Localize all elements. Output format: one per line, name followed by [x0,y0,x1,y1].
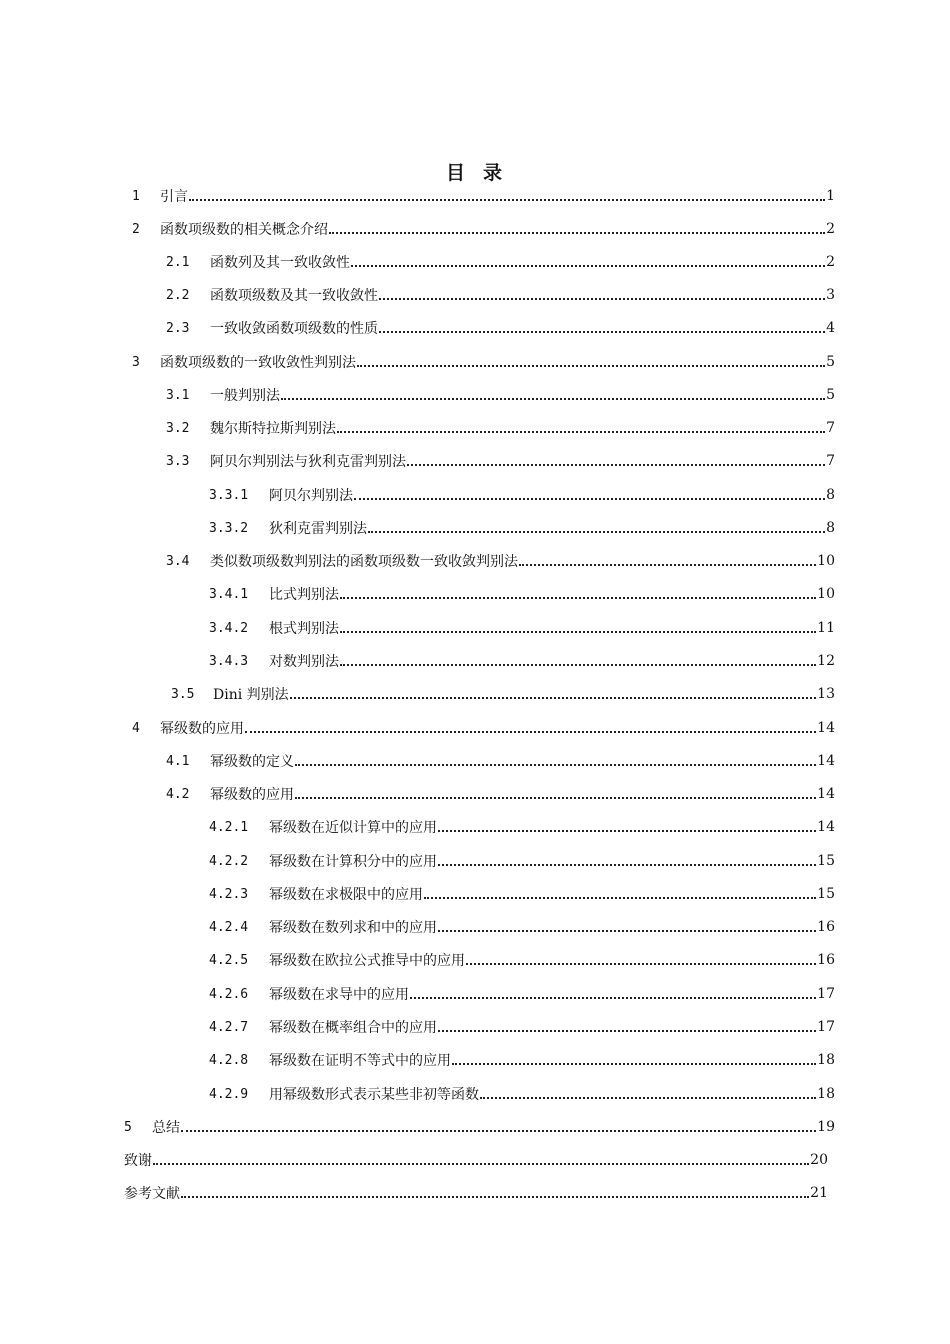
toc-entry-page: 1 [826,188,835,204]
toc-entry[interactable] [209,850,835,872]
dot-leader [181,1116,816,1138]
toc-entry-page: 17 [817,986,835,1002]
toc-entry[interactable] [132,351,835,373]
toc-entry-title: 幂级数在求极限中的应用 [269,887,423,903]
toc-entry-page: 18 [817,1086,835,1102]
toc-entry[interactable] [166,384,835,406]
toc-entry-title: 函数项级数及其一致收敛性 [210,288,378,304]
toc-entry-title: 幂级数的应用 [160,721,244,737]
toc-entry-title: 一致收敛函数项级数的性质 [210,321,378,337]
toc-entry-title: 阿贝尔判别法 [269,488,353,504]
toc-entry[interactable] [124,1116,835,1138]
dot-leader [189,185,825,207]
toc-entry-number: 3.1 [166,387,190,403]
dot-leader [438,916,816,938]
toc-entry-page: 11 [817,620,835,636]
dot-leader [295,750,816,772]
toc-entry-page: 13 [817,686,835,702]
toc-entry-page: 16 [817,919,835,935]
toc-entry[interactable] [132,717,835,739]
toc-entry-title: 根式判别法 [269,621,339,637]
toc-entry-number: 4.2.1 [209,819,249,835]
toc-entry[interactable] [209,617,835,639]
toc-entry[interactable] [171,683,835,705]
toc-entry-number: 3.3 [166,453,190,469]
toc-entry-page: 14 [817,753,835,769]
toc-entry-page: 7 [826,453,835,469]
dot-leader [410,983,816,1005]
toc-entry-page: 15 [817,886,835,902]
toc-entry-number: 4.2.2 [209,853,249,869]
dot-leader [329,218,825,240]
toc-entry-number: 3.3.1 [209,487,249,503]
toc-entry-title: 阿贝尔判别法与狄利克雷判别法 [210,454,406,470]
toc-entry-page: 8 [826,487,835,503]
toc-entry-title: Dini 判别法 [213,687,289,703]
toc-entry[interactable] [209,916,835,938]
toc-entry-number: 4.2 [166,786,190,802]
toc-entry[interactable] [166,417,835,439]
toc-entry-page: 20 [810,1152,828,1168]
toc-entry[interactable] [209,816,835,838]
dot-leader [424,883,816,905]
toc-entry-page: 19 [817,1119,835,1135]
toc-entry[interactable] [166,284,835,306]
toc-entry-title: 比式判别法 [269,587,339,603]
toc-entry-title: 用幂级数形式表示某些非初等函数 [269,1087,479,1103]
toc-entry-page: 10 [817,586,835,602]
toc-entry-title: 总结 [152,1120,180,1136]
title-char-1: 目 [445,162,467,184]
toc-entry-title: 致谢 [124,1153,152,1169]
dot-leader [351,251,825,273]
toc-entry-number: 2 [132,221,140,237]
toc-entry[interactable] [209,1049,835,1071]
toc-entry-title: 函数项级数的一致收敛性判别法 [160,355,356,371]
toc-entry-title: 幂级数的应用 [210,787,294,803]
dot-leader [480,1083,816,1105]
toc-entry-page: 2 [826,254,835,270]
toc-entry-title: 幂级数在计算积分中的应用 [269,854,437,870]
dot-leader [181,1182,809,1204]
toc-entry-title: 一般判别法 [210,388,280,404]
toc-entry-title: 幂级数在欧拉公式推导中的应用 [269,953,465,969]
dot-leader [340,650,816,672]
toc-entry-title: 幂级数的定义 [210,754,294,770]
toc-entry-number: 4.2.6 [209,986,249,1002]
toc-entry-number: 4.2.4 [209,919,249,935]
toc-entry-number: 3.4.1 [209,586,249,602]
dot-leader [379,317,825,339]
page-title [0,158,950,185]
toc-entry-title: 类似数项级数判别法的函数项级数一致收敛判别法 [210,554,518,570]
toc-entry-number: 4.2.9 [209,1086,249,1102]
title-char-2: 录 [483,162,505,184]
toc-entry-title: 幂级数在证明不等式中的应用 [269,1053,451,1069]
toc-entry-number: 3.4 [166,553,190,569]
toc-entry-number: 3.4.2 [209,620,249,636]
toc-entry-number: 3.3.2 [209,520,249,536]
dot-leader [438,1016,816,1038]
toc-entry-number: 3 [132,354,140,370]
toc-entry-page: 14 [817,786,835,802]
toc-entry-title: 参考文献 [124,1186,180,1202]
toc-entry[interactable] [209,949,835,971]
toc-entry[interactable] [209,583,835,605]
toc-entry-number: 4.2.5 [209,952,249,968]
toc-entry[interactable] [166,251,835,273]
toc-entry-title: 引言 [160,189,188,205]
toc-entry-title: 幂级数在数列求和中的应用 [269,920,437,936]
toc-entry-page: 8 [826,520,835,536]
toc-entry-number: 2.2 [166,287,190,303]
toc-entry-page: 10 [817,553,835,569]
dot-leader [245,717,816,739]
toc-entry-page: 5 [826,354,835,370]
toc-entry-page: 4 [826,320,835,336]
toc-entry-page: 2 [826,221,835,237]
toc-entry[interactable] [209,1083,835,1105]
toc-entry-page: 5 [826,387,835,403]
toc-entry-number: 3.4.3 [209,653,249,669]
toc-entry-title: 幂级数在求导中的应用 [269,987,409,1003]
dot-leader [340,617,816,639]
toc-entry-title: 幂级数在概率组合中的应用 [269,1020,437,1036]
toc-entry[interactable] [209,983,835,1005]
toc-entry[interactable] [166,317,835,339]
toc-entry-page: 12 [817,653,835,669]
toc-entry[interactable] [209,517,835,539]
dot-leader [337,417,825,439]
dot-leader [295,783,816,805]
toc-entry[interactable] [166,550,835,572]
dot-leader [379,284,825,306]
toc-entry-page: 15 [817,853,835,869]
toc-entry[interactable] [209,883,835,905]
toc-entry-number: 1 [132,188,140,204]
toc-entry-page: 17 [817,1019,835,1035]
toc-entry-page: 7 [826,420,835,436]
toc-entry[interactable] [209,1016,835,1038]
toc-entry-number: 3.5 [171,686,195,702]
toc-entry[interactable] [124,1149,828,1171]
dot-leader [354,484,825,506]
dot-leader [281,384,825,406]
toc-entry[interactable] [124,1182,828,1204]
toc-entry-number: 4.2.7 [209,1019,249,1035]
toc-entry-page: 14 [817,720,835,736]
toc-entry[interactable] [132,218,835,240]
dot-leader [357,351,825,373]
toc-entry-title: 魏尔斯特拉斯判别法 [210,421,336,437]
toc-entry[interactable] [166,750,835,772]
dot-leader [519,550,816,572]
dot-leader [452,1049,816,1071]
toc-entry-number: 4.2.8 [209,1052,249,1068]
toc-entry[interactable] [132,185,835,207]
toc-entry-page: 3 [826,287,835,303]
dot-leader [438,850,816,872]
toc-entry[interactable] [166,783,835,805]
toc-entry-title: 幂级数在近似计算中的应用 [269,820,437,836]
toc-entry-page: 16 [817,952,835,968]
toc-entry-number: 4.1 [166,753,190,769]
toc-entry[interactable] [209,484,835,506]
toc-entry-title: 函数项级数的相关概念介绍 [160,222,328,238]
toc-entry-title: 狄利克雷判别法 [269,521,367,537]
toc-entry-number: 5 [124,1119,132,1135]
toc-entry-page: 14 [817,819,835,835]
toc-entry-number: 3.2 [166,420,190,436]
dot-leader [407,450,825,472]
dot-leader [340,583,816,605]
toc-entry-page: 18 [817,1052,835,1068]
toc-entry[interactable] [166,450,835,472]
dot-leader [368,517,825,539]
toc-entry-page: 21 [810,1185,828,1201]
toc-entry[interactable] [209,650,835,672]
dot-leader [438,816,816,838]
dot-leader [153,1149,809,1171]
toc-entry-number: 2.1 [166,254,190,270]
toc-entry-title: 对数判别法 [269,654,339,670]
toc-entry-number: 4 [132,720,140,736]
toc-entry-title: 函数列及其一致收敛性 [210,255,350,271]
dot-leader [466,949,816,971]
dot-leader [290,683,817,705]
toc-entry-number: 4.2.3 [209,886,249,902]
toc-entry-number: 2.3 [166,320,190,336]
